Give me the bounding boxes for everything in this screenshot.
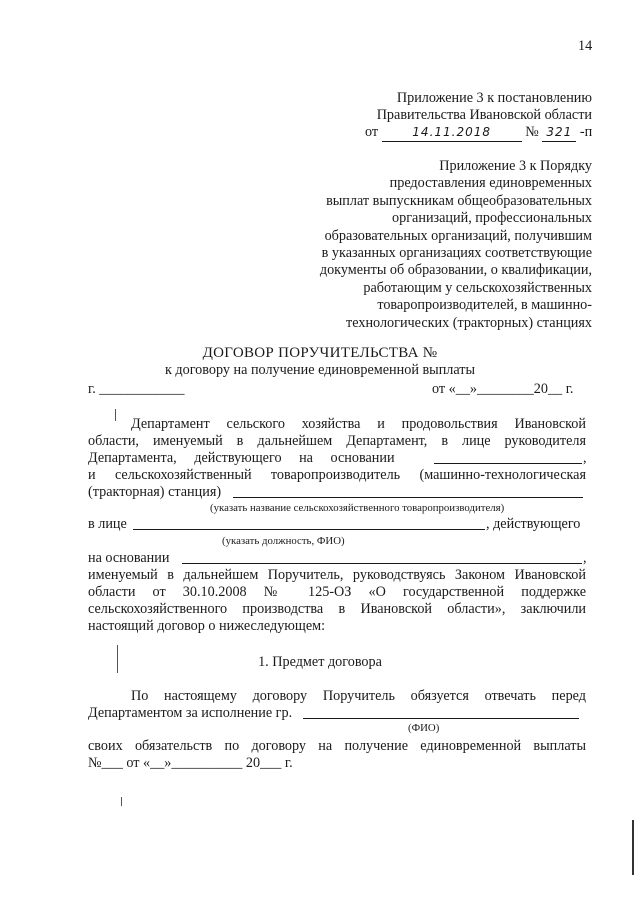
appendix-procedure-line: в указанных организациях соответствующие bbox=[321, 245, 592, 262]
preamble-line: (тракторная) станция) bbox=[88, 484, 222, 500]
appendix-procedure-line: товаропроизводителей, в машинно- bbox=[377, 297, 592, 314]
preamble-line bbox=[88, 450, 395, 467]
comma: , bbox=[583, 550, 587, 566]
preamble-line: именуемый в дальнейшем Поручитель, руководствуясь Законом Ивановской bbox=[88, 567, 586, 583]
appendix-procedure-line: технологических (тракторных) станциях bbox=[346, 314, 592, 331]
appendix-procedure-line: Приложение 3 к Порядку bbox=[439, 158, 592, 174]
producer-name-blank[interactable] bbox=[233, 497, 583, 498]
hint-fio: (ФИО) bbox=[408, 722, 440, 734]
document-subtitle: к договору на получение единовременной выплаты bbox=[164, 362, 476, 378]
appendix-procedure-line: работающим у сельскохозяйственных bbox=[363, 279, 592, 296]
appendix-procedure-line: образовательных организаций, получившим bbox=[324, 227, 592, 244]
preamble-line: и сельскохозяйственный товаропроизводитель (машинно-технологическая bbox=[88, 467, 586, 483]
scan-mark bbox=[115, 409, 116, 421]
preamble-basis-text: Департамента, действующего на основании bbox=[88, 450, 395, 466]
section-line: своих обязательств по договору на получение единовременной выплаты bbox=[88, 738, 586, 754]
preamble-line: Департамент сельского хозяйства и продовольствия Ивановской bbox=[131, 416, 586, 432]
preamble-line: области, именуемый в дальнейшем Департамент, в лице руководителя bbox=[88, 433, 586, 449]
preamble-line: сельскохозяйственного производства в Ивановской области», заключили bbox=[88, 601, 586, 617]
preamble-line: области от 30.10.2008 № 125-ОЗ «О государственной поддержке bbox=[88, 584, 586, 600]
handwritten-date: 14.11.2018 bbox=[412, 125, 492, 139]
appendix-procedure-line: выплат выпускникам общеобразовательных bbox=[326, 192, 592, 209]
section-line: По настоящему договору Поручитель обязуется отвечать перед bbox=[131, 688, 586, 704]
number-suffix: -п bbox=[579, 124, 593, 140]
appendix-header-procedure bbox=[320, 158, 592, 332]
document-title: ДОГОВОР ПОРУЧИТЕЛЬСТВА № bbox=[202, 345, 438, 361]
handwritten-number: 321 bbox=[546, 125, 573, 139]
page-number: 14 bbox=[578, 38, 593, 54]
place-field: г. ____________ bbox=[88, 381, 185, 397]
appendix-header-line: Приложение 3 к постановлению bbox=[396, 90, 592, 106]
basis-blank[interactable] bbox=[434, 463, 582, 464]
appendix-procedure-line: документы об образовании, о квалификации, bbox=[319, 262, 592, 279]
section-line: №___ от «__»__________ 20___ г. bbox=[88, 755, 293, 771]
section-line: Департаментом за исполнение гр. bbox=[88, 705, 293, 721]
basis-blank-2[interactable] bbox=[182, 563, 582, 564]
number-prefix: № bbox=[525, 124, 539, 140]
appendix-header-line: Правительства Ивановской области bbox=[376, 107, 592, 123]
preamble-line: настоящий договор о нижеследующем: bbox=[88, 618, 326, 634]
comma: , bbox=[583, 450, 587, 466]
scan-mark bbox=[121, 797, 122, 806]
person-blank[interactable] bbox=[133, 529, 485, 530]
appendix-procedure-line: предоставления единовременных bbox=[389, 175, 592, 192]
date-field: от «__»________20__ г. bbox=[432, 381, 574, 397]
scan-edge-mark bbox=[632, 820, 634, 875]
decree-date-line bbox=[365, 124, 592, 142]
date-prefix: от bbox=[365, 124, 379, 140]
preamble-line: в лице bbox=[88, 516, 127, 532]
hint-producer-name: (указать название сельскохозяйственного товаропроизводителя) bbox=[210, 502, 505, 514]
fio-blank[interactable] bbox=[303, 718, 579, 719]
acting-text: , действующего bbox=[486, 516, 581, 532]
preamble-line: на основании bbox=[88, 550, 170, 566]
hint-position-name: (указать должность, ФИО) bbox=[222, 535, 345, 547]
appendix-procedure-line: организаций, профессиональных bbox=[392, 210, 592, 227]
section-heading: 1. Предмет договора bbox=[258, 654, 382, 670]
